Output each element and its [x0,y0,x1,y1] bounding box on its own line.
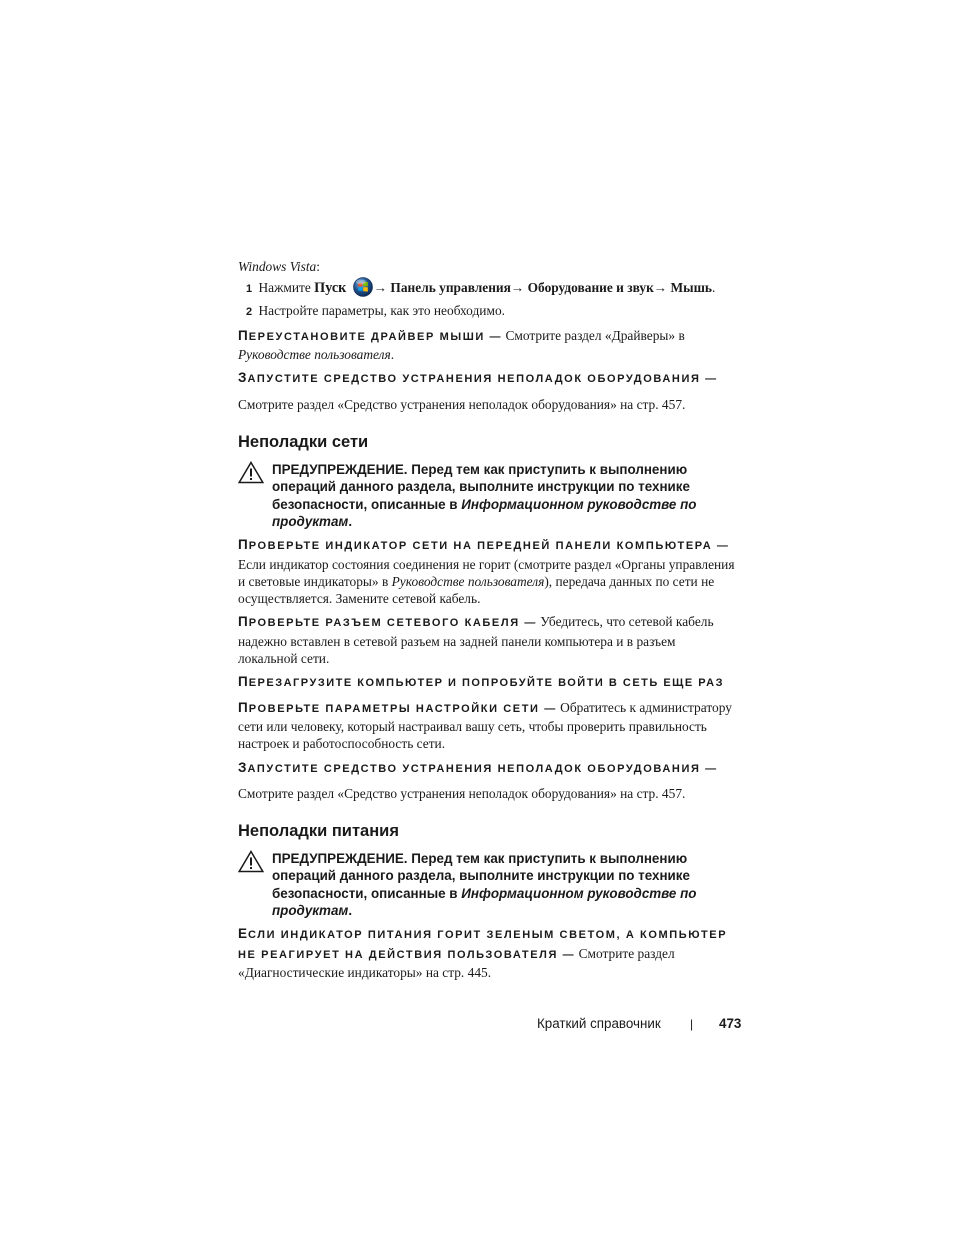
power-green-paragraph: ЕСЛИ ИНДИКАТОР ПИТАНИЯ ГОРИТ ЗЕЛЕНЫМ СВЕТОМ, А КОМПЬЮТЕР НЕ РЕАГИРУЕТ НА ДЕЙСТВИЯ ПОЛЬЗОВАТЕЛЯ — Смотрите раздел «Диагностические индикаторы» на стр. 445. [238,926,728,980]
vista-label: Windows Vista: [238,259,320,274]
warning-triangle-icon [238,461,264,484]
footer-separator: | [690,1017,694,1031]
warning-text: ПРЕДУПРЕЖДЕНИЕ. Перед тем как приступить к выполнению операций данного раздела, выполните инструкции по технике безопасности, описанные в Информационном руководстве по продуктам. [272,851,697,919]
mouse-driver-paragraph: ПЕРЕУСТАНОВИТЕ ДРАЙВЕР МЫШИ — Смотрите раздел «Драйверы» в Руководстве пользователя. [238,327,685,363]
step-1: 1 Нажмите Пуск → Панель управления→ Оборудование и звук→ Мышь. [246,277,738,298]
hardware-sound-path: → Оборудование и звук [510,280,654,296]
power-heading: Неполадки питания [238,822,399,841]
hw-troubleshooter-text: Смотрите раздел «Средство устранения неполадок оборудования» на стр. 457. [238,396,686,412]
page-number: 473 [719,1016,742,1031]
run-in-heading: ПРОВЕРЬТЕ ПАРАМЕТРЫ НАСТРОЙКИ СЕТИ — [238,699,557,715]
network-indicator-paragraph: ПРОВЕРЬТЕ ИНДИКАТОР СЕТИ НА ПЕРЕДНЕЙ ПАНЕЛИ КОМПЬЮТЕРА — Если индикатор состояния соединения не горит (смотрите раздел «Органы управления и световые индикаторы» в Руководстве пользователя), передача данных по сети не осуществляется. Замените сетевой кабель. [238,537,735,607]
warning-triangle-icon [238,850,264,873]
document-body [238,258,738,987]
network-settings-paragraph: ПРОВЕРЬТЕ ПАРАМЕТРЫ НАСТРОЙКИ СЕТИ — Обратитесь к администратору сети или человеку, который настраивал вашу сеть, чтобы проверить правильность настроек и работоспособность сети. [238,699,732,752]
step-text: Нажмите [258,280,311,296]
step-number: 1 [246,283,253,296]
step-number: 2 [246,305,253,318]
network-cable-paragraph: ПРОВЕРЬТЕ РАЗЪЕМ СЕТЕВОГО КАБЕЛЯ — Убедитесь, что сетевой кабель надежно вставлен в сетевой разъем на задней панели компьютера и в разъем локальной сети. [238,614,714,667]
run-in-heading: ЕСЛИ ИНДИКАТОР ПИТАНИЯ ГОРИТ ЗЕЛЕНЫМ СВЕТОМ, А КОМПЬЮТЕР НЕ РЕАГИРУЕТ НА ДЕЙСТВИЯ ПОЛЬЗОВАТЕЛЯ — [238,926,728,961]
network-heading: Неполадки сети [238,433,369,452]
network-warning [238,461,738,530]
network-reboot-heading: ПЕРЕЗАГРУЗИТЕ КОМПЬЮТЕР И ПОПРОБУЙТЕ ВОЙТИ В СЕТЬ ЕЩЕ РАЗ [238,674,724,690]
windows-logo-icon [353,277,373,297]
power-warning [238,850,738,919]
run-in-heading: ПРОВЕРЬТЕ РАЗЪЕМ СЕТЕВОГО КАБЕЛЯ — [238,614,537,630]
network-troubleshooter-text: Смотрите раздел «Средство устранения неполадок оборудования» на стр. 457. [238,785,686,801]
network-troubleshooter-heading: ЗАПУСТИТЕ СРЕДСТВО УСТРАНЕНИЯ НЕПОЛАДОК ОБОРУДОВАНИЯ — [238,759,718,775]
run-in-heading: ПРОВЕРЬТЕ ИНДИКАТОР СЕТИ НА ПЕРЕДНЕЙ ПАНЕЛИ КОМПЬЮТЕРА — [238,537,730,553]
hw-troubleshooter-heading: ЗАПУСТИТЕ СРЕДСТВО УСТРАНЕНИЯ НЕПОЛАДОК ОБОРУДОВАНИЯ — [238,370,718,386]
run-in-heading: ПЕРЕУСТАНОВИТЕ ДРАЙВЕР МЫШИ — [238,327,503,343]
warning-text: ПРЕДУПРЕЖДЕНИЕ. Перед тем как приступить к выполнению операций данного раздела, выполните инструкции по технике безопасности, описанные в Информационном руководстве по продуктам. [272,462,697,529]
start-label: Пуск [314,280,347,297]
control-panel-path: → Панель управления [373,280,511,296]
footer-title: Краткий справочник [537,1016,661,1031]
step-text: Настройте параметры, как это необходимо. [258,302,505,318]
mouse-path: → Мышь [653,280,713,296]
step-2 [246,302,738,321]
